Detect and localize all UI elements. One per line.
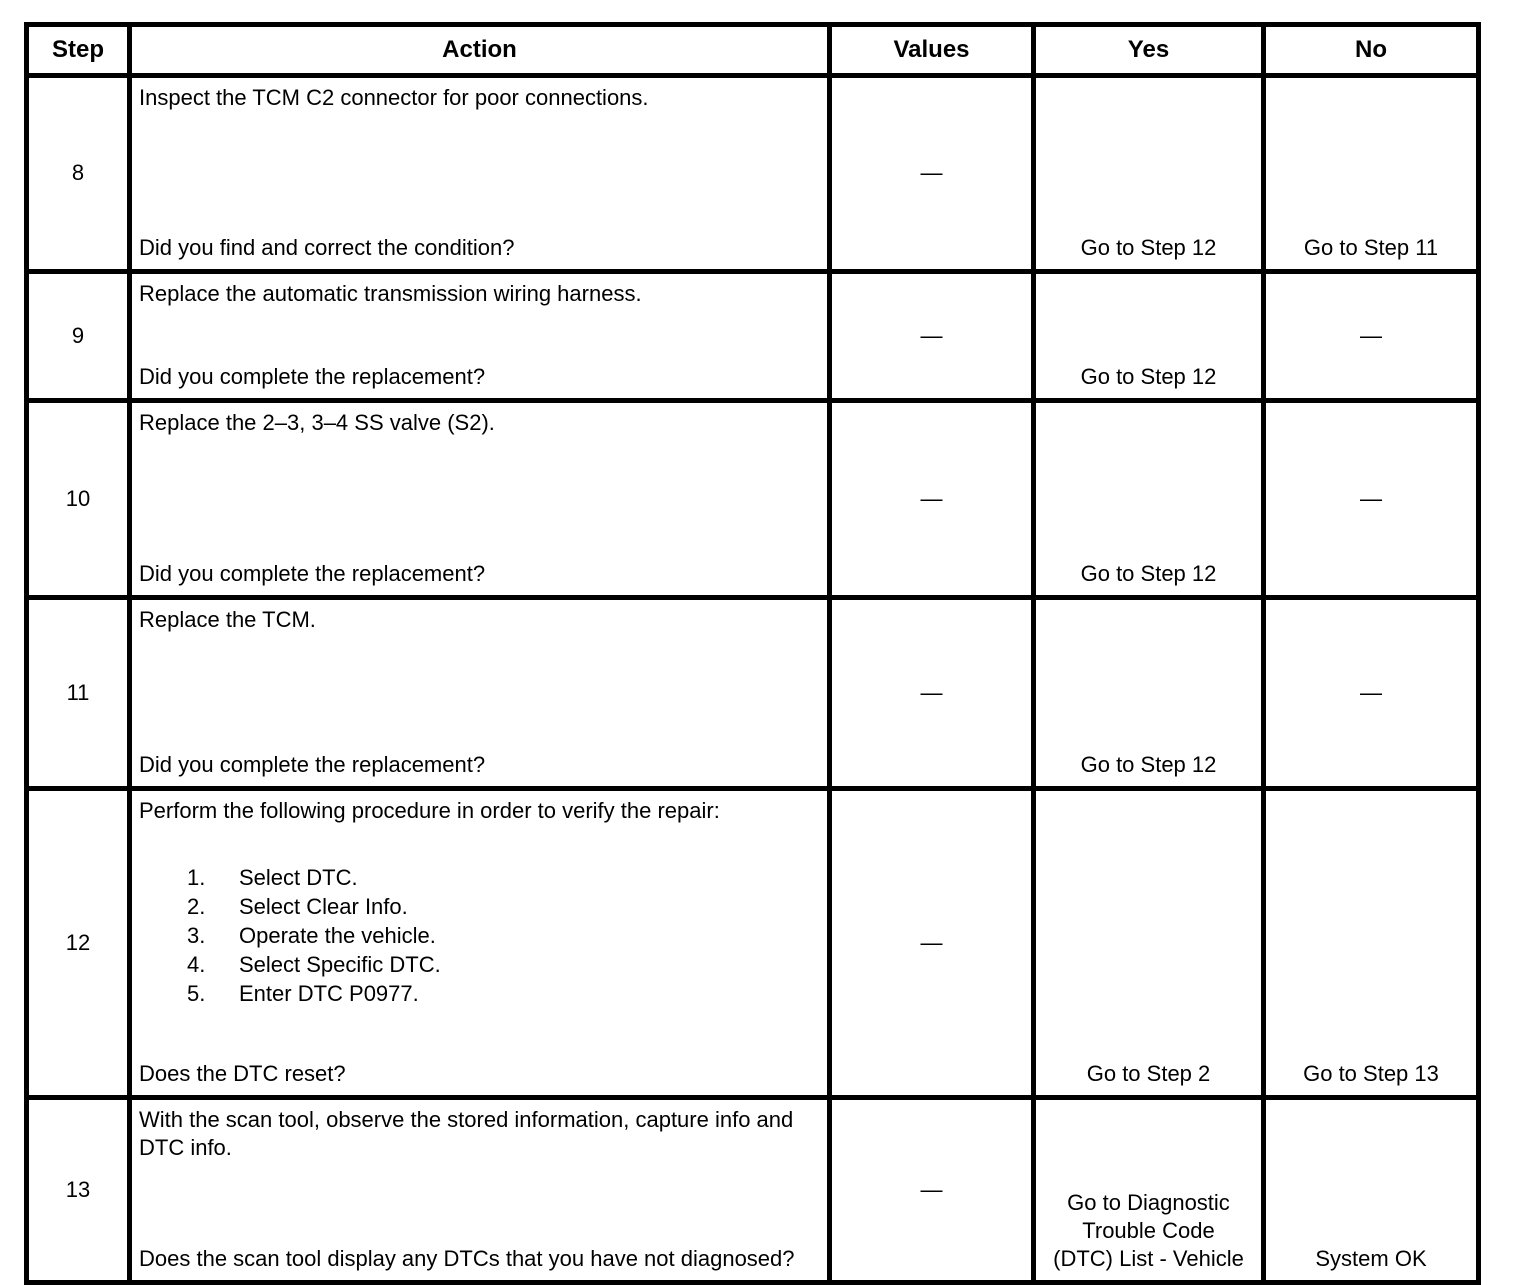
no-cell: System OK <box>1264 1098 1479 1283</box>
column-header-step: Step <box>27 25 130 76</box>
action-cell <box>130 76 830 272</box>
header-row <box>27 25 1479 76</box>
column-header-no: No <box>1264 25 1479 76</box>
list-item-text: Enter DTC P0977. <box>239 981 419 1007</box>
values-cell: — <box>830 789 1034 1098</box>
column-header-values: Values <box>830 25 1034 76</box>
list-item-number: 2. <box>187 894 206 920</box>
values-cell: — <box>830 76 1034 272</box>
action-question: Did you complete the replacement? <box>139 363 486 389</box>
list-item <box>187 950 817 979</box>
step-number: 13 <box>27 1098 130 1283</box>
values-cell: — <box>830 598 1034 789</box>
yes-cell: Go to Diagnostic Trouble Code (DTC) List - Vehicle <box>1034 1098 1264 1283</box>
action-question: Does the DTC reset? <box>139 1060 346 1086</box>
values-cell: — <box>830 1098 1034 1283</box>
list-item-text: Operate the vehicle. <box>239 923 436 949</box>
column-header-action: Action <box>130 25 830 76</box>
table-row-step-12 <box>27 789 1479 1098</box>
values-cell: — <box>830 272 1034 401</box>
list-item-text: Select DTC. <box>239 865 358 891</box>
yes-cell: Go to Step 12 <box>1034 76 1264 272</box>
step-number: 8 <box>27 76 130 272</box>
table-row-step-10 <box>27 401 1479 598</box>
action-question: Did you complete the replacement? <box>139 751 486 777</box>
action-instruction: Replace the TCM. <box>139 607 316 632</box>
list-item-number: 3. <box>187 923 206 949</box>
action-cell <box>130 401 830 598</box>
list-item <box>187 863 817 892</box>
list-item <box>187 892 817 921</box>
step-number: 9 <box>27 272 130 401</box>
action-instruction: Replace the 2–3, 3–4 SS valve (S2). <box>139 410 495 435</box>
step-number: 12 <box>27 789 130 1098</box>
no-cell: — <box>1264 598 1479 789</box>
action-numbered-list <box>139 863 817 1008</box>
yes-cell: Go to Step 12 <box>1034 598 1264 789</box>
list-item-text: Select Specific DTC. <box>239 952 441 978</box>
yes-cell: Go to Step 12 <box>1034 401 1264 598</box>
diagnostic-table <box>24 22 1481 1285</box>
action-instruction: Perform the following procedure in order to verify the repair: <box>139 798 720 823</box>
list-item-number: 5. <box>187 981 206 1007</box>
action-question: Did you find and correct the condition? <box>139 234 515 260</box>
step-number: 10 <box>27 401 130 598</box>
list-item-number: 1. <box>187 865 206 891</box>
list-item <box>187 979 817 1008</box>
yes-cell: Go to Step 2 <box>1034 789 1264 1098</box>
no-cell: Go to Step 11 <box>1264 76 1479 272</box>
action-cell <box>130 598 830 789</box>
action-question: Does the scan tool display any DTCs that you have not diagnosed? <box>139 1245 795 1271</box>
action-instruction: With the scan tool, observe the stored information, capture info and DTC info. <box>139 1107 794 1161</box>
list-item-text: Select Clear Info. <box>239 894 408 920</box>
table-row-step-13 <box>27 1098 1479 1283</box>
action-question: Did you complete the replacement? <box>139 560 486 586</box>
no-cell: Go to Step 13 <box>1264 789 1479 1098</box>
no-cell: — <box>1264 401 1479 598</box>
values-cell: — <box>830 401 1034 598</box>
list-item-number: 4. <box>187 952 206 978</box>
action-cell <box>130 1098 830 1283</box>
action-cell <box>130 789 830 1098</box>
list-item <box>187 921 817 950</box>
yes-cell: Go to Step 12 <box>1034 272 1264 401</box>
column-header-yes: Yes <box>1034 25 1264 76</box>
table-row-step-8 <box>27 76 1479 272</box>
step-number: 11 <box>27 598 130 789</box>
action-instruction: Replace the automatic transmission wiring harness. <box>139 281 642 306</box>
no-cell: — <box>1264 272 1479 401</box>
action-cell <box>130 272 830 401</box>
table-row-step-9 <box>27 272 1479 401</box>
action-instruction: Inspect the TCM C2 connector for poor connections. <box>139 85 649 110</box>
table-row-step-11 <box>27 598 1479 789</box>
